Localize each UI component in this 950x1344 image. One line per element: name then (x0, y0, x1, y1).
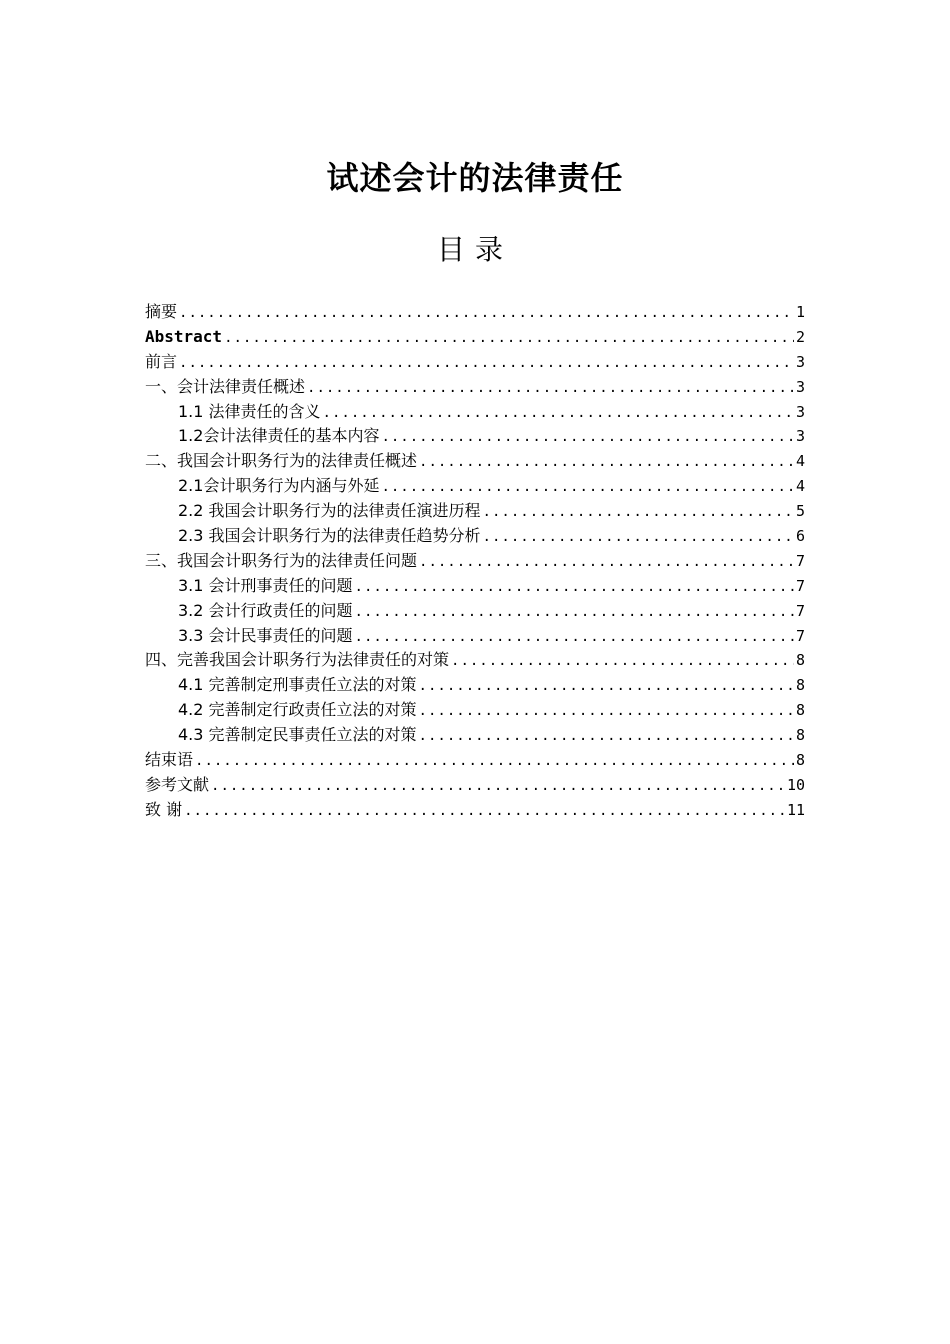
toc-subentry[interactable] (145, 424, 805, 449)
toc-dot-leader (323, 401, 794, 425)
toc-dot-leader (483, 525, 794, 549)
toc-subentry[interactable] (145, 524, 805, 549)
toc-subentry[interactable] (145, 673, 805, 698)
toc-entry[interactable] (145, 748, 805, 773)
toc-entry-page: 4 (795, 477, 805, 496)
toc-entry-label: 四、完善我国会计职务行为法律责任的对策 (145, 650, 450, 670)
toc-entry-page: 11 (786, 800, 805, 819)
document-title: 试述会计的法律责任 (326, 159, 624, 197)
toc-dot-leader (195, 749, 794, 773)
toc-entry-label: 4.1 完善制定刑事责任立法的对策 (178, 675, 417, 695)
toc-subentry[interactable] (145, 474, 805, 499)
toc-dot-leader (224, 326, 794, 350)
toc-heading: 目录 (436, 233, 513, 266)
toc-entry-page: 8 (795, 651, 805, 670)
toc-entry-page: 8 (795, 676, 805, 695)
toc-entry-page: 2 (795, 327, 805, 346)
toc-dot-leader (355, 575, 794, 599)
toc-entry[interactable] (145, 375, 805, 400)
toc-dot-leader (184, 799, 785, 823)
toc-dot-leader (307, 376, 794, 400)
toc-entry-label: 一、会计法律责任概述 (145, 376, 306, 396)
toc-entry-label: 前言 (145, 351, 178, 371)
toc-entry[interactable] (145, 648, 805, 673)
toc-entry-page: 3 (795, 427, 805, 446)
toc-subentry[interactable] (145, 400, 805, 425)
toc-entry-label: 3.2 会计行政责任的问题 (178, 600, 353, 620)
toc-entry-label: 三、我国会计职务行为的法律责任问题 (145, 550, 418, 570)
toc-entry-label: 2.3 我国会计职务行为的法律责任趋势分析 (178, 526, 481, 546)
toc-entry-page: 1 (795, 303, 805, 321)
toc-dot-leader (381, 475, 794, 499)
toc-entry-label: 4.3 完善制定民事责任立法的对策 (178, 725, 417, 745)
toc-dot-leader (179, 351, 794, 375)
toc-dot-leader (179, 301, 794, 325)
toc-entry-label: 2.1会计职务行为内涵与外延 (178, 476, 380, 496)
toc-entry-page: 5 (795, 502, 805, 521)
toc-dot-leader (451, 649, 794, 673)
toc-dot-leader (419, 550, 794, 574)
toc-entry-page: 8 (795, 701, 805, 720)
toc-entry[interactable] (145, 325, 805, 350)
toc-entry-page: 7 (795, 576, 805, 595)
toc-entry-label: 1.2会计法律责任的基本内容 (178, 426, 380, 446)
toc-entry-page: 3 (795, 377, 805, 396)
toc-dot-leader (419, 699, 794, 723)
toc-dot-leader (211, 774, 785, 798)
toc-subentry[interactable] (145, 624, 805, 649)
toc-entry[interactable] (145, 300, 805, 325)
toc-subentry[interactable] (145, 723, 805, 748)
toc-entry-label: 摘要 (145, 302, 178, 321)
toc-entry-label: 二、我国会计职务行为的法律责任概述 (145, 451, 418, 471)
toc-dot-leader (419, 450, 794, 474)
toc-subentry[interactable] (145, 698, 805, 723)
toc-entry[interactable] (145, 350, 805, 375)
toc-entry-label: 参考文献 (145, 774, 210, 794)
toc-entry-label: 4.2 完善制定行政责任立法的对策 (178, 700, 417, 720)
toc-entry[interactable] (145, 798, 805, 823)
table-of-contents (145, 300, 805, 823)
toc-entry[interactable] (145, 549, 805, 574)
toc-entry-label: Abstract (145, 326, 223, 346)
toc-entry[interactable] (145, 773, 805, 798)
toc-entry-label: 结束语 (145, 750, 194, 770)
toc-dot-leader (355, 600, 794, 624)
toc-subentry[interactable] (145, 499, 805, 524)
toc-entry-page: 4 (795, 452, 805, 471)
toc-entry-page: 8 (795, 726, 805, 745)
toc-entry-label: 3.1 会计刑事责任的问题 (178, 575, 353, 595)
toc-dot-leader (419, 724, 794, 748)
toc-subentry[interactable] (145, 599, 805, 624)
toc-dot-leader (483, 500, 794, 524)
toc-entry-page: 7 (795, 551, 805, 570)
toc-entry-page: 3 (795, 402, 805, 421)
toc-subentry[interactable] (145, 574, 805, 599)
toc-dot-leader (355, 625, 794, 649)
toc-entry-page: 6 (795, 527, 805, 546)
toc-entry-page: 7 (795, 601, 805, 620)
toc-dot-leader (419, 674, 794, 698)
toc-dot-leader (381, 425, 794, 449)
toc-entry-page: 8 (795, 751, 805, 770)
toc-entry-label: 1.1 法律责任的含义 (178, 401, 321, 421)
toc-entry[interactable] (145, 449, 805, 474)
toc-entry-page: 7 (795, 626, 805, 645)
toc-entry-label: 致 谢 (145, 799, 183, 819)
toc-entry-page: 10 (786, 775, 805, 794)
toc-entry-label: 3.3 会计民事责任的问题 (178, 625, 353, 645)
toc-entry-label: 2.2 我国会计职务行为的法律责任演进历程 (178, 501, 481, 521)
toc-entry-page: 3 (795, 352, 805, 371)
